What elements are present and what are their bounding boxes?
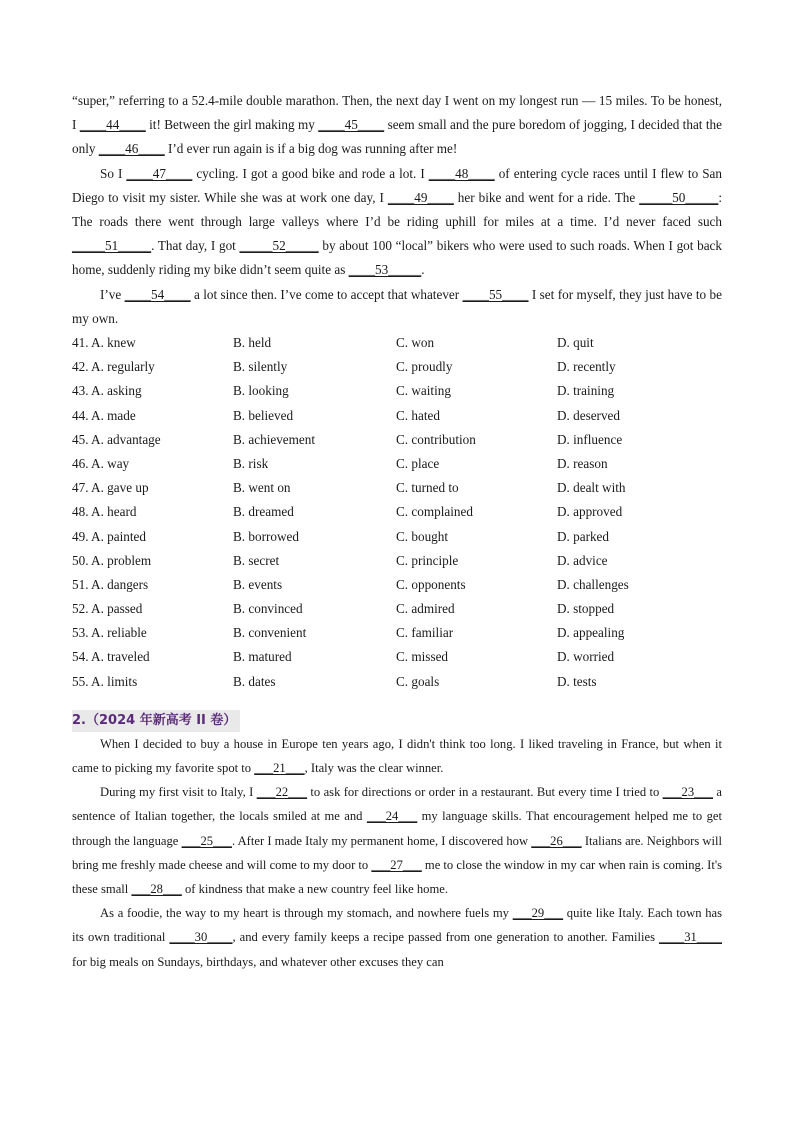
- option-row: [72, 428, 722, 452]
- answer-blank: ___28___: [131, 882, 182, 897]
- passage-text: I’ve: [100, 286, 125, 302]
- passage-text: it! Between the girl making my: [145, 117, 319, 133]
- option-row: [72, 573, 722, 597]
- option-choice: C. place: [396, 455, 440, 471]
- passage-text: When I decided to buy a house in Europe ten years ago, I didn't think too long. I liked traveling in France, but when it came to picking my favorite spot to: [72, 736, 722, 776]
- passage-text: a lot since then. I’ve come to accept that whatever: [190, 286, 463, 302]
- passage-text: .: [421, 262, 425, 278]
- option-choice: D. approved: [557, 504, 623, 520]
- option-row: [72, 500, 722, 524]
- option-choice: D. recently: [557, 359, 616, 375]
- passage-2: [72, 732, 722, 974]
- section-2-heading: 2.（2024 年新高考 II 卷）: [72, 710, 240, 732]
- option-choice: C. missed: [396, 649, 449, 665]
- option-choice: D. quit: [557, 335, 594, 351]
- passage-text: by about 100 “local” bikers who were used to such roads. When I got back home, suddenly riding my bike didn’t seem quite as: [72, 238, 723, 278]
- option-choice: B. dates: [233, 673, 276, 689]
- answer-blank: ____44____: [79, 117, 146, 133]
- option-row: [72, 597, 722, 621]
- option-choice: B. risk: [233, 455, 269, 471]
- option-choice: B. went on: [233, 480, 291, 496]
- option-row: [72, 549, 722, 573]
- option-choice: B. events: [233, 576, 283, 592]
- option-choice: B. believed: [233, 407, 294, 423]
- answer-blank: ___24___: [366, 809, 418, 824]
- options-list: [72, 331, 722, 694]
- option-choice: B. dreamed: [233, 504, 294, 520]
- option-row: [72, 621, 722, 645]
- option-choice: C. admired: [396, 601, 455, 617]
- answer-blank: ____55____: [462, 286, 529, 302]
- passage-text: . After I made Italy my permanent home, I discovered how: [231, 833, 532, 848]
- option-choice: D. training: [557, 383, 615, 399]
- option-row: [72, 452, 722, 476]
- paragraph: [72, 732, 722, 780]
- passage-text: I’d ever run again is if a big dog was running after me!: [164, 141, 458, 157]
- option-choice: 50. A. problem: [72, 552, 152, 568]
- answer-blank: ____47____: [126, 165, 193, 181]
- answer-blank: ____48____: [428, 165, 495, 181]
- option-choice: C. opponents: [396, 576, 466, 592]
- passage-text: : The roads there went through large valleys where I’d be riding uphill for miles at a time. I’d never faced such: [72, 189, 722, 230]
- option-choice: 52. A. passed: [72, 601, 143, 617]
- option-choice: 43. A. asking: [72, 383, 142, 399]
- passage-text: “super,” referring to a 52.4-mile double marathon. Then, the next day I went on my longest run — 15 miles. To be honest, I: [72, 93, 722, 133]
- option-choice: C. waiting: [396, 383, 451, 399]
- option-choice: D. advice: [557, 552, 608, 568]
- passage-text: of entering cycle races until I flew to San Diego to visit my sister. While she was at work one day, I: [72, 165, 722, 205]
- option-choice: C. goals: [396, 673, 440, 689]
- option-choice: 55. A. limits: [72, 673, 138, 689]
- option-choice: B. convinced: [233, 601, 303, 617]
- option-choice: B. achievement: [233, 431, 316, 447]
- answer-blank: ___21___: [254, 761, 305, 776]
- option-choice: D. stopped: [557, 601, 615, 617]
- paragraph: [72, 89, 722, 162]
- answer-blank: ____30____: [169, 930, 233, 945]
- option-choice: D. challenges: [557, 576, 629, 592]
- passage-text: During my first visit to Italy, I: [100, 785, 257, 800]
- option-row: [72, 404, 722, 428]
- option-choice: 49. A. painted: [72, 528, 146, 544]
- option-choice: D. appealing: [557, 625, 625, 641]
- answer-blank: ____46____: [98, 141, 165, 157]
- passage-text: quite like Italy. Each town has its own traditional: [72, 906, 722, 945]
- passage-text: As a foodie, the way to my heart is through my stomach, and nowhere fuels my: [100, 906, 513, 921]
- option-choice: C. contribution: [396, 431, 476, 447]
- answer-blank: ___25___: [181, 833, 232, 848]
- option-choice: C. proudly: [396, 359, 453, 375]
- option-choice: 42. A. regularly: [72, 359, 155, 375]
- option-choice: C. familiar: [396, 625, 454, 641]
- passage-text: to ask for directions or order in a restaurant. But every time I tried to: [307, 785, 663, 800]
- option-row: [72, 355, 722, 379]
- answer-blank: _____51_____: [72, 238, 152, 254]
- option-row: [72, 331, 722, 355]
- option-choice: D. parked: [557, 528, 609, 544]
- passage-text: So I: [100, 165, 127, 181]
- option-row: [72, 525, 722, 549]
- option-choice: 54. A. traveled: [72, 649, 150, 665]
- passage-text: her bike and went for a ride. The: [453, 189, 640, 205]
- option-row: [72, 645, 722, 669]
- option-choice: 53. A. reliable: [72, 625, 147, 641]
- document-page: [72, 89, 722, 974]
- answer-blank: ____49____: [387, 189, 454, 205]
- option-choice: D. worried: [557, 649, 615, 665]
- option-choice: B. secret: [233, 552, 280, 568]
- option-choice: 47. A. gave up: [72, 480, 149, 496]
- option-choice: 51. A. dangers: [72, 576, 149, 592]
- option-row: [72, 670, 722, 694]
- option-choice: B. borrowed: [233, 528, 299, 544]
- option-choice: 45. A. advantage: [72, 431, 161, 447]
- paragraph: [72, 283, 722, 331]
- passage-1: [72, 89, 722, 331]
- option-choice: 46. A. way: [72, 455, 130, 471]
- option-choice: B. held: [233, 335, 272, 351]
- passage-text: a sentence of Italian together, the locals smiled at me and: [72, 785, 722, 824]
- option-choice: 48. A. heard: [72, 504, 137, 520]
- option-row: [72, 476, 722, 500]
- option-choice: B. matured: [233, 649, 292, 665]
- option-choice: C. complained: [396, 504, 473, 520]
- passage-text: , Italy was the clear winner.: [304, 761, 444, 776]
- paragraph: [72, 162, 722, 283]
- option-choice: D. influence: [557, 431, 623, 447]
- option-choice: B. silently: [233, 359, 288, 375]
- paragraph: [72, 780, 722, 901]
- passage-text: Italians are. Neighbors will bring me freshly made cheese and will come to my door to: [72, 833, 722, 872]
- answer-blank: _____52_____: [239, 238, 319, 254]
- answer-blank: ___27___: [371, 857, 422, 872]
- option-choice: 44. A. made: [72, 407, 136, 423]
- answer-blank: _____50_____: [639, 189, 719, 205]
- option-choice: C. hated: [396, 407, 440, 423]
- option-choice: C. won: [396, 335, 435, 351]
- option-choice: D. dealt with: [557, 480, 626, 496]
- passage-text: seem small and the pure boredom of jogging, I decided that the only: [72, 117, 722, 157]
- answer-blank: ___23___: [662, 785, 714, 800]
- passage-text: . That day, I got: [151, 238, 240, 254]
- passage-text: of kindness that make a new country feel like home.: [181, 882, 448, 897]
- passage-text: my language skills. That encouragement helped me to get through the language: [72, 809, 722, 848]
- paragraph: [72, 901, 722, 974]
- passage-text: for big meals on Sundays, birthdays, and whatever other excuses they can: [72, 954, 444, 969]
- option-choice: C. principle: [396, 552, 459, 568]
- option-choice: D. deserved: [557, 407, 620, 423]
- option-choice: D. reason: [557, 455, 608, 471]
- answer-blank: ____54____: [124, 286, 191, 302]
- answer-blank: ____53_____: [348, 262, 422, 278]
- answer-blank: ____31____: [659, 930, 722, 945]
- option-choice: C. turned to: [396, 480, 459, 496]
- passage-text: me to close the window in my car when rain is coming. It's these small: [72, 857, 723, 897]
- answer-blank: ___26___: [531, 833, 582, 848]
- answer-blank: ___22___: [256, 785, 308, 800]
- option-choice: B. convenient: [233, 625, 307, 641]
- passage-text: I set for myself, they just have to be my own.: [72, 286, 722, 326]
- option-row: [72, 379, 722, 403]
- answer-blank: ___29___: [512, 906, 564, 921]
- option-choice: B. looking: [233, 383, 289, 399]
- option-choice: 41. A. knew: [72, 335, 136, 351]
- answer-blank: ____45____: [318, 117, 385, 133]
- passage-text: , and every family keeps a recipe passed from one generation to another. Families: [232, 930, 660, 945]
- passage-text: cycling. I got a good bike and rode a lot. I: [192, 165, 429, 181]
- option-choice: C. bought: [396, 528, 449, 544]
- option-choice: D. tests: [557, 673, 597, 689]
